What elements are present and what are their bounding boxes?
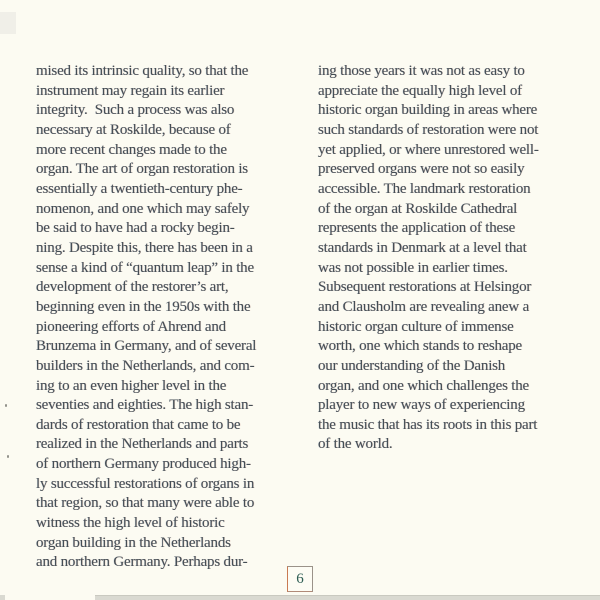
text-line: and Clausholm are revealing anew a	[318, 298, 530, 315]
text-line: necessary at Roskilde, because of	[36, 121, 231, 138]
text-line: sense a kind of “quantum leap” in the	[36, 259, 254, 276]
text-line: Subsequent restorations at Helsingor	[318, 279, 532, 296]
page-number-box	[287, 566, 313, 592]
text-line: instrument may regain its earlier	[36, 82, 225, 99]
text-line: seventies and eighties. The high stan-	[36, 397, 254, 414]
text-line: organ building in the Netherlands	[36, 534, 231, 551]
text-line: standards in Denmark at a level that	[318, 239, 527, 256]
scan-edge-corner	[0, 595, 5, 600]
text-line: realized in the Netherlands and parts	[36, 436, 249, 453]
text-line: pioneering efforts of Ahrend and	[36, 318, 226, 335]
text-line: was not possible in earlier times.	[318, 259, 508, 276]
text-line: our understanding of the Danish	[318, 357, 506, 374]
text-line: of the world.	[318, 436, 393, 453]
text-line: builders in the Netherlands, and com-	[36, 357, 255, 374]
text-line: organ, and one which challenges the	[318, 377, 529, 394]
text-line: be said to have had a rocky begin-	[36, 220, 235, 237]
text-line: historic organ building in areas where	[318, 102, 538, 119]
text-line: essentially a twentieth-century phe-	[36, 180, 243, 197]
text-line: witness the high level of historic	[36, 515, 225, 532]
text-line: player to new ways of experiencing	[318, 397, 525, 414]
text-line: development of the restorer’s art,	[36, 279, 229, 296]
scan-shading-artifact	[0, 12, 16, 34]
text-line: and northern Germany. Perhaps dur-	[36, 554, 248, 571]
text-line: historic organ culture of immense	[318, 318, 514, 335]
text-line: beginning even in the 1950s with the	[36, 298, 251, 315]
text-line: accessible. The landmark restoration	[318, 180, 531, 197]
text-line: ly successful restorations of organs in	[36, 475, 255, 492]
text-line: worth, one which stands to reshape	[318, 338, 522, 355]
scan-speck	[7, 455, 9, 458]
text-line: ing those years it was not as easy to	[318, 63, 525, 79]
scan-edge-bar	[95, 595, 600, 600]
text-line: represents the application of these	[318, 220, 516, 237]
text-line: appreciate the equally high level of	[318, 82, 522, 99]
text-line: organ. The art of organ restoration is	[36, 161, 248, 178]
text-line: integrity. Such a process was also	[36, 102, 235, 119]
text-line: ing to an even higher level in the	[36, 377, 227, 394]
scan-speck	[5, 404, 7, 407]
text-line: of northern Germany produced high-	[36, 456, 251, 473]
text-line: that region, so that many were able to	[36, 495, 255, 512]
text-line: preserved organs were not so easily	[318, 161, 525, 178]
text-line: of the organ at Roskilde Cathedral	[318, 200, 518, 217]
text-line: Brunzema in Germany, and of several	[36, 338, 257, 355]
text-line: the music that has its roots in this part	[318, 416, 538, 433]
text-line: such standards of restoration were not	[318, 121, 539, 138]
text-line: nomenon, and one which may safely	[36, 200, 250, 217]
text-column-left	[36, 62, 294, 573]
text-line: yet applied, or where unrestored well-	[318, 141, 539, 158]
text-line: mised its intrinsic quality, so that the	[36, 63, 249, 79]
text-column-right	[318, 62, 594, 455]
page-number: 6	[296, 570, 304, 587]
text-line: ning. Despite this, there has been in a	[36, 239, 253, 256]
text-line: more recent changes made to the	[36, 141, 227, 158]
text-line: dards of restoration that came to be	[36, 416, 241, 433]
